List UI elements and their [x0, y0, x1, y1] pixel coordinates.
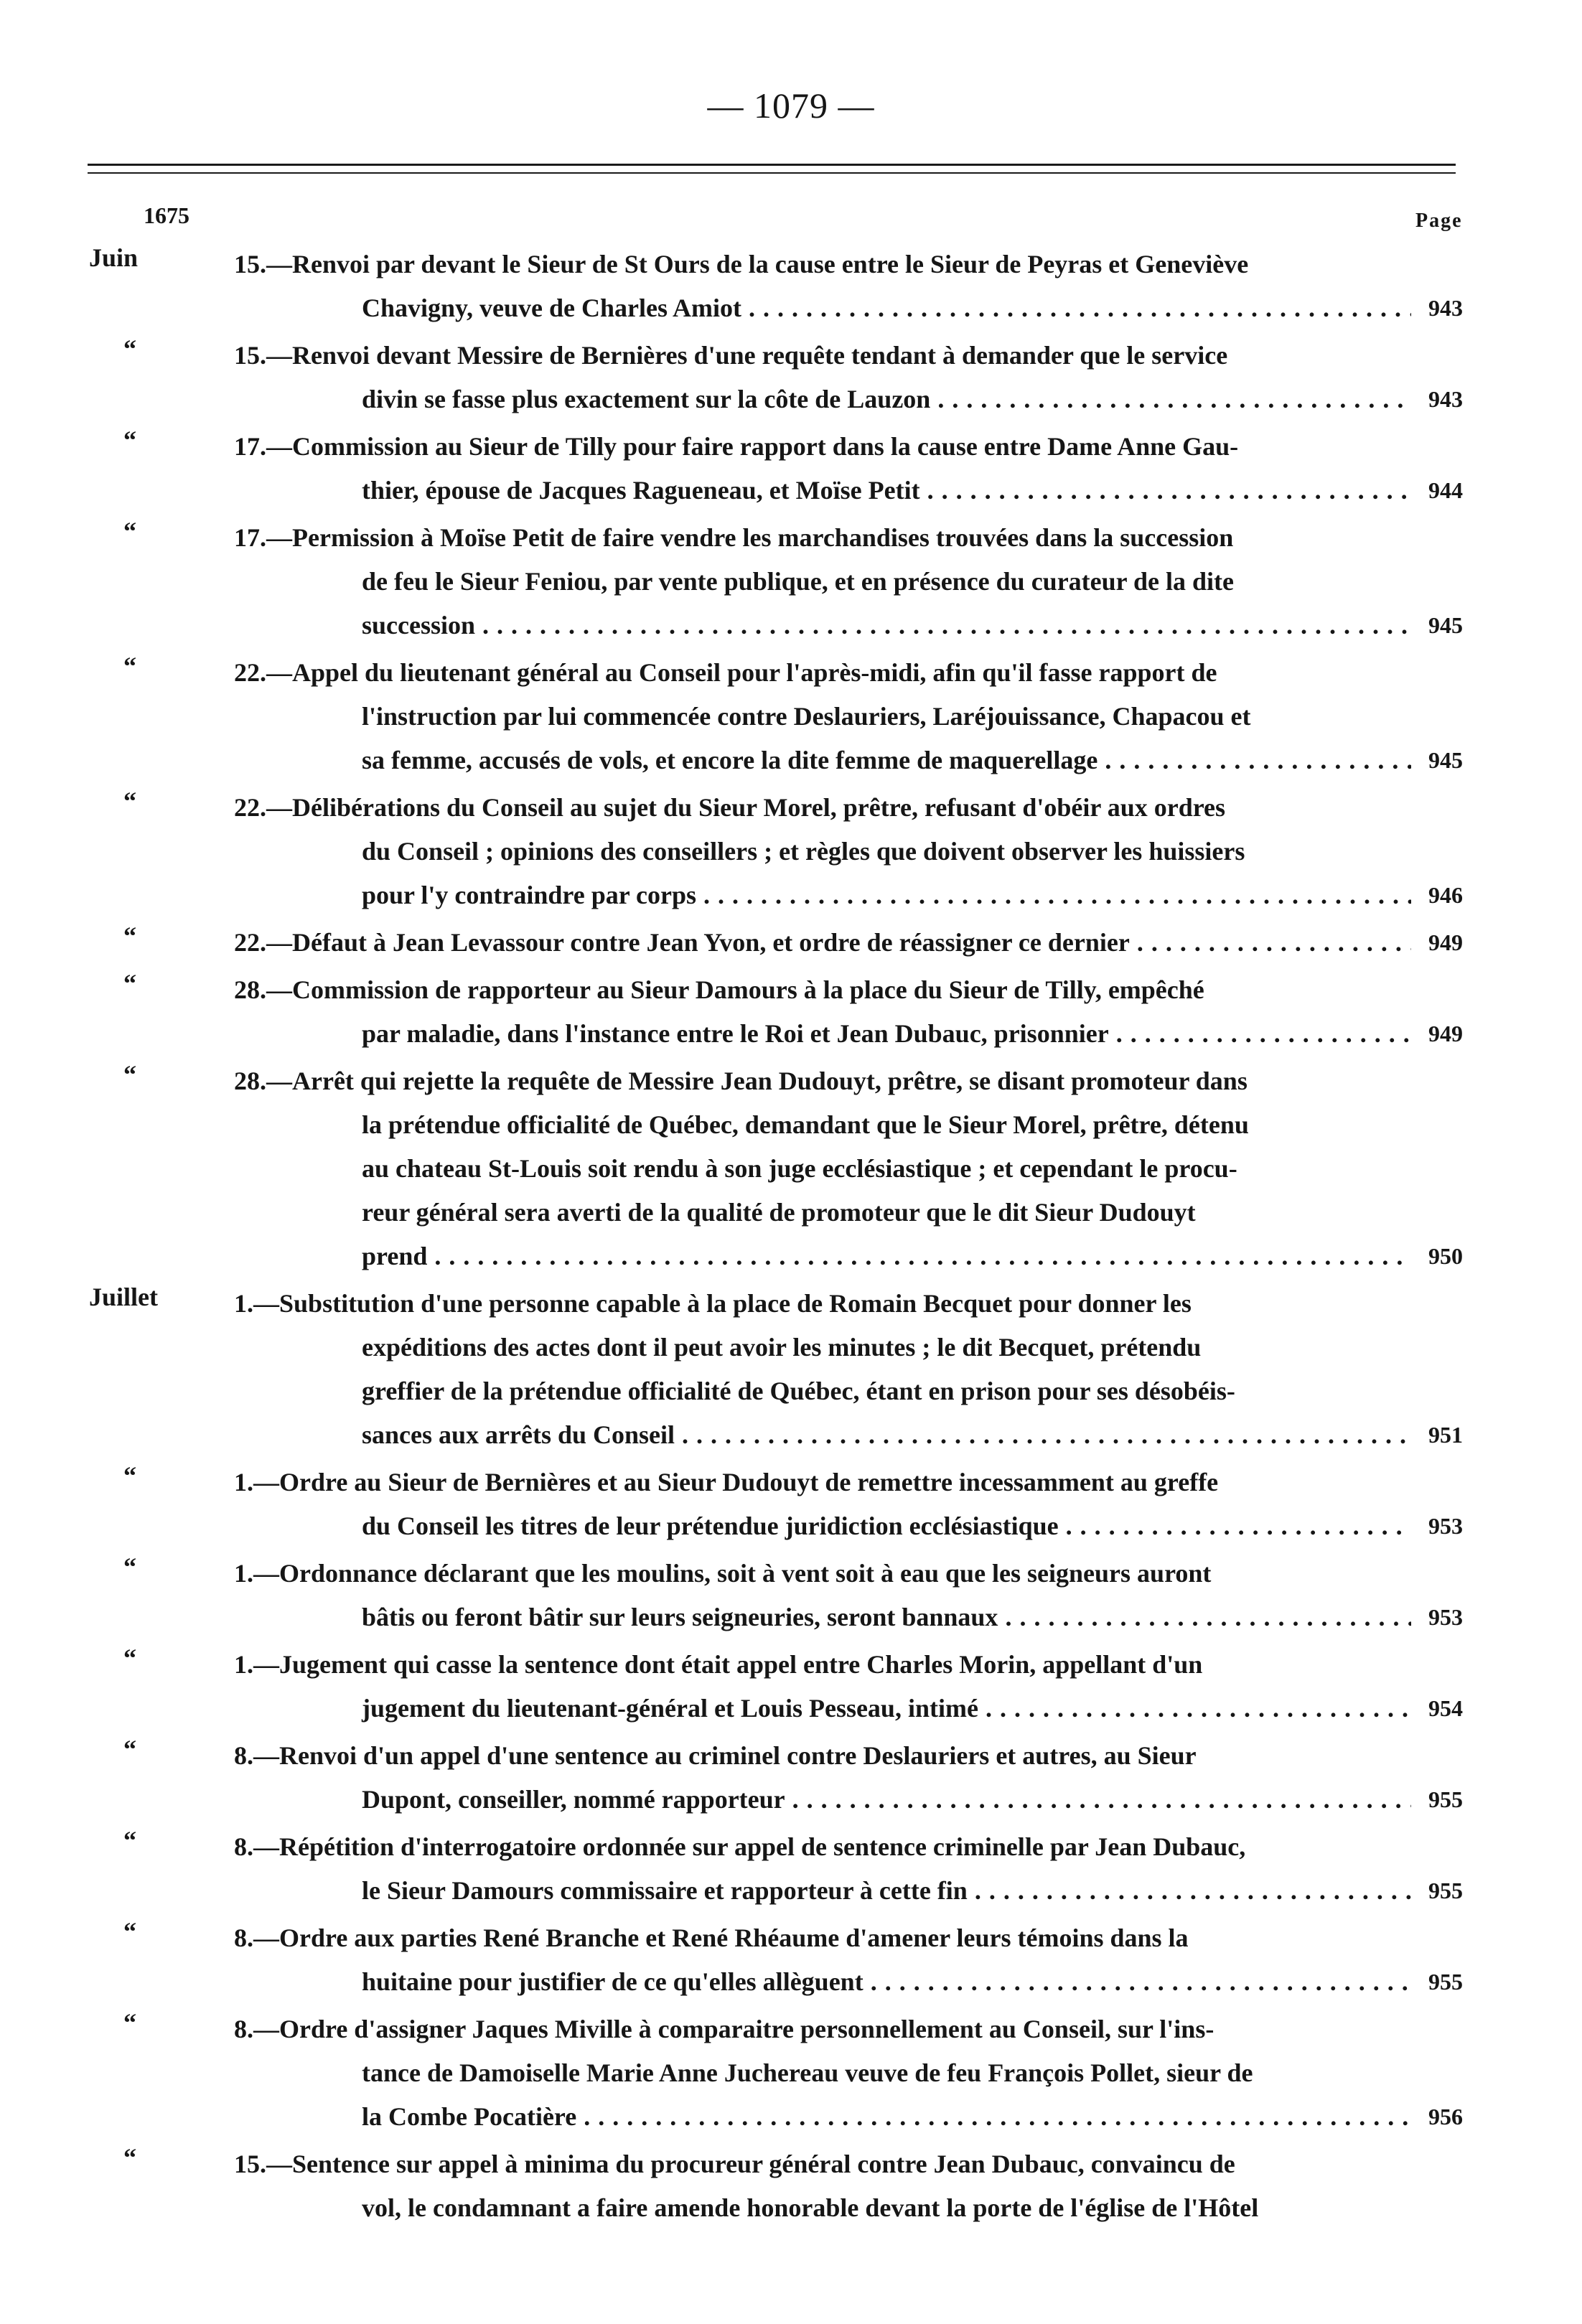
entry-line: la Combe Pocatière . . . [234, 2095, 1411, 2139]
entry-page-ref: 956 [1428, 2104, 1463, 2129]
entry-month: “ [123, 652, 136, 680]
entry-text [234, 921, 1411, 965]
entry-text [234, 1552, 1411, 1639]
entry-page-ref: 955 [1428, 1969, 1463, 1995]
entry-line: 1.—Ordonnance déclarant que les moulins, soit à vent soit à eau que les seigneurs auront [234, 1559, 1212, 1588]
entry-line: thier, épouse de Jacques Ragueneau, et Moïse Petit . . . [234, 469, 1411, 512]
entry-month: “ [123, 1644, 136, 1672]
entry-line: 28.—Arrêt qui rejette la requête de Messire Jean Dudouyt, prêtre, se disant promoteur dans [234, 1067, 1248, 1095]
entry-month: “ [123, 1552, 136, 1581]
entry-page-ref: 944 [1428, 477, 1463, 503]
entry-page-ref: 943 [1428, 386, 1463, 412]
entry-line: vol, le condamnant a faire amende honorable devant la porte de l'église de l'Hôtel [362, 2193, 1259, 2222]
entry-month: “ [123, 1735, 136, 1763]
entry-line: par maladie, dans l'instance entre le Roi et Jean Dubauc, prisonnier . . . [234, 1012, 1411, 1056]
entry-page-ref: 954 [1428, 1695, 1463, 1721]
entry-page-ref: 945 [1428, 747, 1463, 773]
entry-line: greffier de la prétendue officialité de Québec, étant en prison pour ses désobéis- [362, 1377, 1235, 1405]
entry-page-ref: 943 [1428, 295, 1463, 321]
entry-line: jugement du lieutenant-général et Louis Pesseau, intimé . . . [234, 1687, 1411, 1730]
entry-text [234, 1461, 1411, 1548]
entry-line: 28.—Commission de rapporteur au Sieur Damours à la place du Sieur de Tilly, empêché [234, 975, 1204, 1004]
entry-line: le Sieur Damours commissaire et rapporteur à cette fin . . . [234, 1869, 1411, 1913]
entry-text [234, 1059, 1411, 1278]
entry-line: du Conseil ; opinions des conseillers ; et règles que doivent observer les huissiers [362, 837, 1245, 866]
entry-line: 1.—Ordre au Sieur de Bernières et au Sieur Dudouyt de remettre incessamment au greffe [234, 1468, 1219, 1496]
entry-line: du Conseil les titres de leur prétendue juridiction ecclésiastique . . . [234, 1504, 1411, 1548]
entry-page-ref: 955 [1428, 1878, 1463, 1903]
entry-line: 8.—Renvoi d'un appel d'une sentence au criminel contre Deslauriers et autres, au Sieur [234, 1741, 1197, 1770]
entry-month: “ [123, 334, 136, 363]
entry-text [234, 1643, 1411, 1730]
entry-line: 15.—Renvoi devant Messire de Bernières d'une requête tendant à demander que le service [234, 341, 1228, 370]
entry-month: “ [123, 1461, 136, 1490]
entry-line: Dupont, conseiller, nommé rapporteur . . . [234, 1778, 1411, 1822]
entry-line: Chavigny, veuve de Charles Amiot . . . [234, 286, 1411, 330]
entry-month: Juin [89, 243, 139, 272]
entry-line: tance de Damoiselle Marie Anne Juchereau veuve de feu François Pollet, sieur de [362, 2058, 1253, 2087]
entry-line: 15.—Sentence sur appel à minima du procureur général contre Jean Dubauc, convaincu de [234, 2150, 1235, 2178]
entry-page-ref: 953 [1428, 1513, 1463, 1539]
entry-month: Juillet [89, 1283, 158, 1311]
page-column-label: Page [1415, 210, 1463, 232]
entry-page-ref: 950 [1428, 1243, 1463, 1269]
entry-line: de feu le Sieur Feniou, par vente publique, et en présence du curateur de la dite [362, 567, 1234, 596]
entry-line: 17.—Commission au Sieur de Tilly pour faire rapport dans la cause entre Dame Anne Gau- [234, 432, 1239, 461]
entry-text [234, 968, 1411, 1056]
entry-text [234, 651, 1411, 782]
entry-line: expéditions des actes dont il peut avoir les minutes ; le dit Becquet, prétendu [362, 1333, 1202, 1362]
entry-line: pour l'y contraindre par corps . . . [234, 873, 1411, 917]
entry-line: 1.—Jugement qui casse la sentence dont était appel entre Charles Morin, appellant d'un [234, 1650, 1203, 1679]
entry-text [234, 2142, 1411, 2230]
entry-month: “ [123, 969, 136, 998]
entry-month: “ [123, 1060, 136, 1089]
entry-line: prend . . . [234, 1234, 1411, 1278]
entry-page-ref: 951 [1428, 1422, 1463, 1448]
entry-month: “ [123, 517, 136, 545]
header-rule-thin [88, 172, 1456, 174]
entry-page-ref: 949 [1428, 929, 1463, 955]
entry-text [234, 1734, 1411, 1822]
entry-page-ref: 953 [1428, 1604, 1463, 1630]
year-label: 1675 [144, 202, 189, 228]
entry-line: 22.—Défaut à Jean Levassour contre Jean Yvon, et ordre de réassigner ce dernier . . . [234, 921, 1411, 965]
entry-month: “ [123, 2008, 136, 2037]
page-number: — 1079 — [707, 85, 875, 126]
entry-text [234, 786, 1411, 917]
entry-line: l'instruction par lui commencée contre Deslauriers, Laréjouissance, Chapacou et [362, 702, 1251, 731]
entry-text [234, 334, 1411, 421]
entry-line: 22.—Délibérations du Conseil au sujet du Sieur Morel, prêtre, refusant d'obéir aux ordres [234, 793, 1226, 822]
entry-line: reur général sera averti de la qualité de promoteur que le dit Sieur Dudouyt [362, 1198, 1196, 1227]
entry-line: 17.—Permission à Moïse Petit de faire vendre les marchandises trouvées dans la succession [234, 523, 1234, 552]
entry-line: la prétendue officialité de Québec, demandant que le Sieur Morel, prêtre, détenu [362, 1110, 1249, 1139]
entry-line: huitaine pour justifier de ce qu'elles allèguent . . . [234, 1960, 1411, 2004]
entry-page-ref: 945 [1428, 612, 1463, 638]
entry-line: 22.—Appel du lieutenant général au Conseil pour l'après-midi, afin qu'il fasse rapport de [234, 658, 1217, 687]
entry-page-ref: 955 [1428, 1786, 1463, 1812]
entry-text [234, 516, 1411, 647]
entry-month: “ [123, 922, 136, 950]
entry-month: “ [123, 426, 136, 454]
entry-month: “ [123, 2143, 136, 2172]
entry-line: sances aux arrêts du Conseil . . . [234, 1413, 1411, 1457]
entry-line: divin se fasse plus exactement sur la côte de Lauzon . . . [234, 378, 1411, 421]
entry-month: “ [123, 1826, 136, 1855]
entry-page-ref: 946 [1428, 882, 1463, 908]
entry-line: 8.—Répétition d'interrogatoire ordonnée sur appel de sentence criminelle par Jean Dubauc, [234, 1832, 1246, 1861]
entry-line: au chateau St-Louis soit rendu à son juge ecclésiastique ; et cependant le procu- [362, 1154, 1237, 1183]
entry-line: bâtis ou feront bâtir sur leurs seigneuries, seront bannaux . . . [234, 1596, 1411, 1639]
entry-text [234, 1825, 1411, 1913]
entry-line: succession . . . [234, 604, 1411, 647]
entry-line: 15.—Renvoi par devant le Sieur de St Ours de la cause entre le Sieur de Peyras et Geneviève [234, 250, 1249, 278]
entry-text [234, 243, 1411, 330]
entry-text [234, 2007, 1411, 2139]
entry-line: 1.—Substitution d'une personne capable à la place de Romain Becquet pour donner les [234, 1289, 1192, 1318]
entry-line: sa femme, accusés de vols, et encore la dite femme de maquerellage . . . [234, 739, 1411, 782]
entry-page-ref: 949 [1428, 1021, 1463, 1046]
entry-text [234, 1916, 1411, 2004]
entry-month: “ [123, 1917, 136, 1946]
entry-line: 8.—Ordre aux parties René Branche et René Rhéaume d'amener leurs témoins dans la [234, 1924, 1189, 1952]
entry-text [234, 1282, 1411, 1457]
entry-line: 8.—Ordre d'assigner Jaques Miville à comparaitre personnellement au Conseil, sur l'ins- [234, 2015, 1214, 2043]
header-rule [88, 164, 1456, 166]
entry-month: “ [123, 787, 136, 815]
entry-text [234, 425, 1411, 512]
